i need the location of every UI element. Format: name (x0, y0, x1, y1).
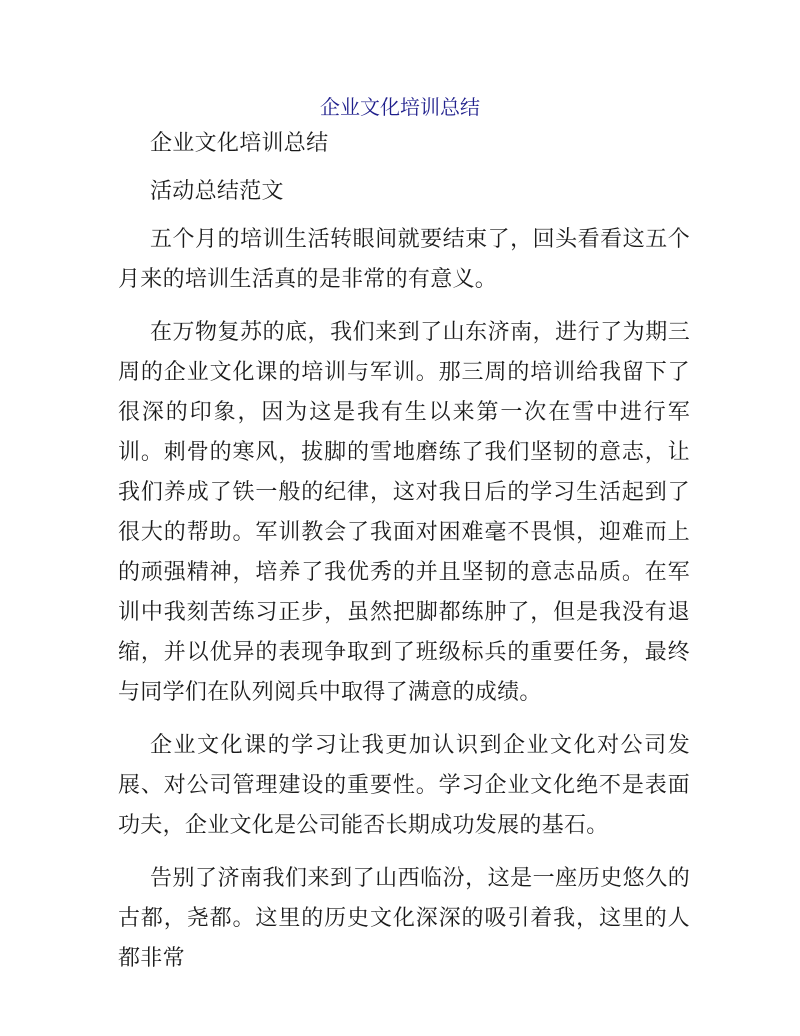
document-category: 活动总结范文 (150, 179, 284, 204)
paragraph-1: 五个月的培训生活转眼间就要结束了，回头看看这五个月来的培训生活真的是非常的有意义。 (118, 227, 690, 292)
paragraph-3: 企业文化课的学习让我更加认识到企业文化对公司发展、对公司管理建设的重要性。学习企业文化绝不是表面功夫，企业文化是公司能否长期成功发展的基石。 (118, 733, 690, 838)
paragraph-4: 告别了济南我们来到了山西临汾，这是一座历史悠久的古都，尧都。这里的历史文化深深的吸引着我，这里的人都非常 (118, 866, 690, 971)
document-title: 企业文化培训总结 (320, 95, 480, 119)
document-body (118, 124, 690, 992)
document-subtitle: 企业文化培训总结 (150, 131, 329, 156)
paragraph-2: 在万物复苏的底，我们来到了山东济南，进行了为期三周的企业文化课的培训与军训。那三周的培训给我留下了很深的印象，因为这是我有生以来第一次在雪中进行军训。刺骨的寒风，拔脚的雪地磨练了我们坚韧的意志，让我们养成了铁一般的纪律，这对我日后的学习生活起到了很大的帮助。军训教会了我面对困难毫不畏惧，迎难而上的顽强精神，培养了我优秀的并且坚韧的意志品质。在军训中我刻苦练习正步，虽然把脚都练肿了，但是我没有退缩，并以优异的表现争取到了班级标兵的重要任务，最终与同学们在队列阅兵中取得了满意的成绩。 (118, 320, 690, 705)
